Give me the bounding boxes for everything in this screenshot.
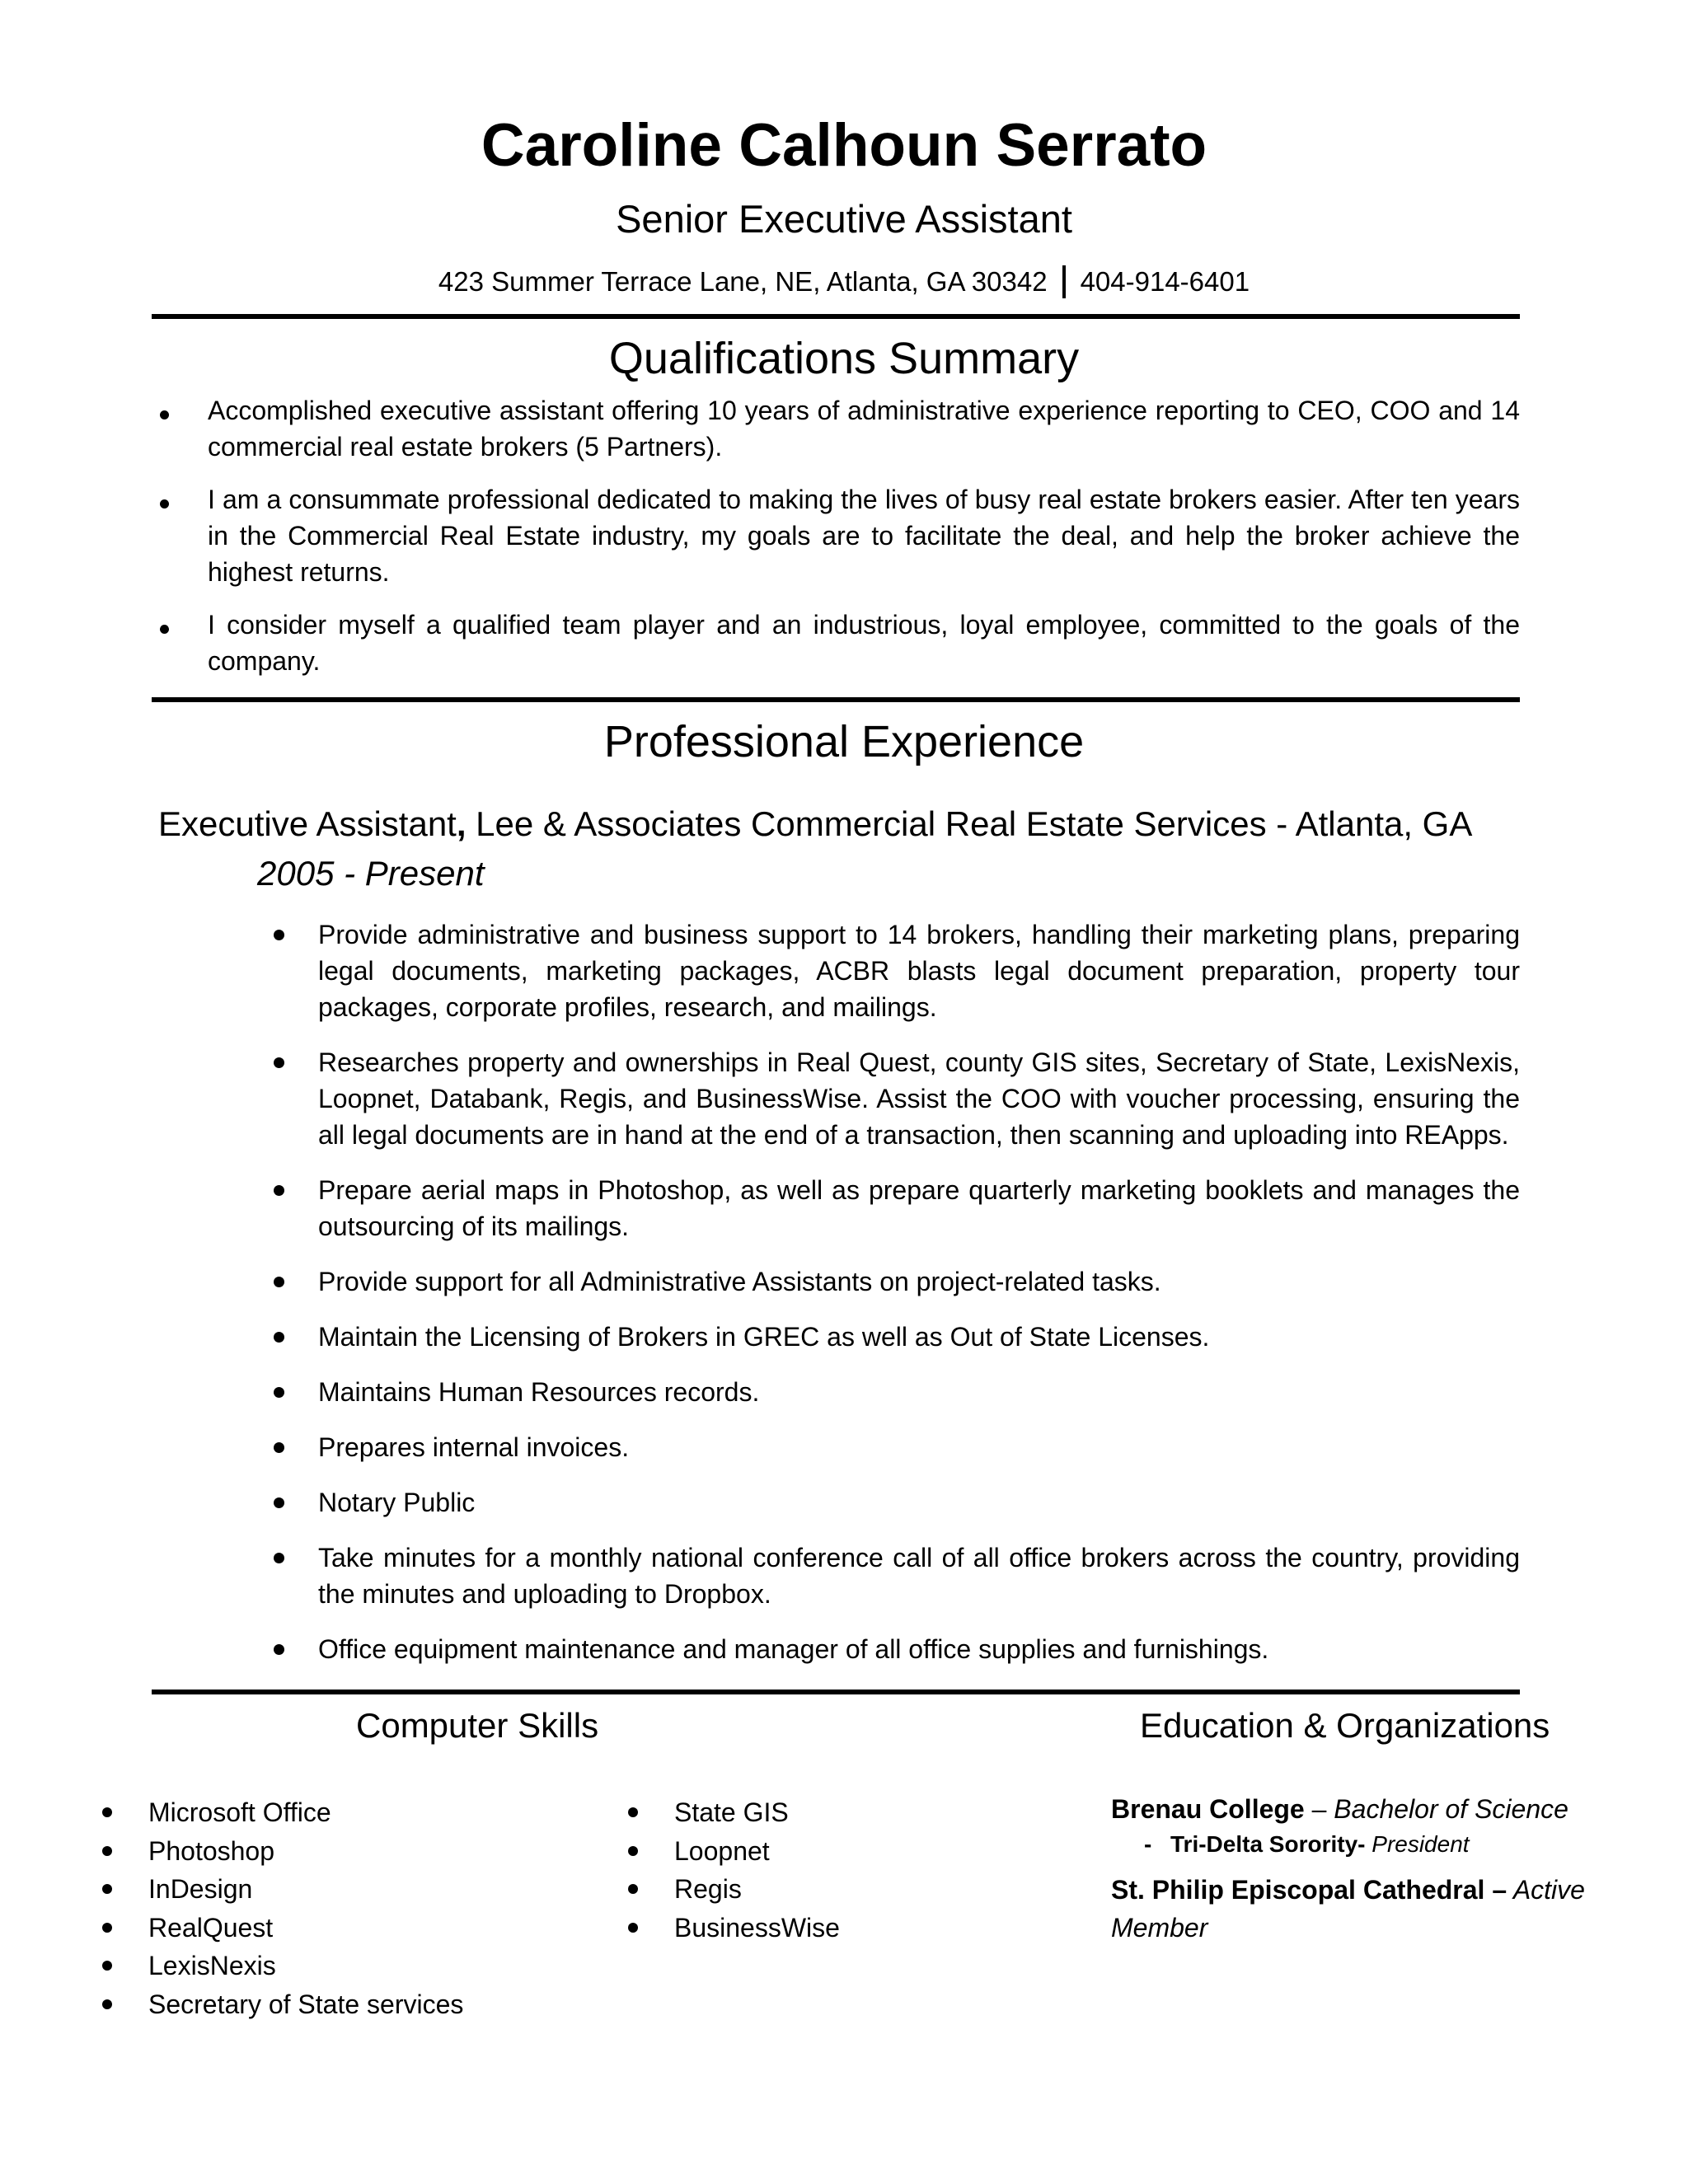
school-name: Brenau College — [1111, 1794, 1305, 1824]
bullet-icon — [102, 1807, 112, 1817]
bullet-icon — [628, 1846, 638, 1856]
education-sub-entry — [1111, 1828, 1622, 1861]
list-item — [628, 1870, 840, 1909]
list-item-text: Prepare aerial maps in Photoshop, as well as prepare quarterly marketing booklets and manages the outsourcing of its mailings. — [318, 1175, 1520, 1241]
education-block — [1111, 1790, 1622, 1947]
list-item — [264, 1374, 1520, 1410]
bullet-icon — [160, 625, 169, 634]
skill-name: State GIS — [674, 1797, 789, 1827]
list-item — [152, 481, 1520, 590]
skill-name: Secretary of State services — [148, 1989, 464, 2019]
job-role: Executive Assistant — [158, 804, 457, 843]
list-item — [264, 1429, 1520, 1465]
bullet-icon — [160, 499, 169, 509]
phone: 404-914-6401 — [1080, 266, 1250, 297]
list-item-text: Notary Public — [318, 1488, 476, 1517]
skill-name: LexisNexis — [148, 1951, 276, 1980]
degree: Bachelor of Science — [1334, 1794, 1568, 1824]
list-item — [102, 1985, 463, 2024]
qualifications-list — [152, 392, 1520, 696]
bullet-icon — [102, 1961, 112, 1971]
list-item — [102, 1793, 463, 1832]
list-item — [264, 1172, 1520, 1244]
list-item-text: I consider myself a qualified team player and an industrious, loyal employee, committed to the goals of the company. — [208, 610, 1520, 676]
bullet-icon — [102, 1884, 112, 1894]
list-item-text: Researches property and ownerships in Real Quest, county GIS sites, Secretary of State, LexisNexis, Loopnet, Databank, Regis, and BusinessWise. Assist the COO with voucher processing, ensuring the all legal documents are in hand at the end of a transaction, then scanning and uploading into REApps. — [318, 1047, 1520, 1150]
sub-dash: - — [1144, 1831, 1152, 1857]
education-entry — [1111, 1790, 1622, 1828]
list-item — [264, 1540, 1520, 1612]
list-item — [264, 1319, 1520, 1355]
job-dates: 2005 - Present — [257, 854, 485, 893]
organization-role: Active Member — [1111, 1875, 1585, 1943]
list-item — [102, 1947, 463, 1985]
list-item — [152, 392, 1520, 465]
list-item — [628, 1832, 840, 1871]
list-item — [628, 1793, 840, 1832]
job-heading — [158, 804, 1472, 844]
address: 423 Summer Terrace Lane, NE, Atlanta, GA 30342 — [438, 266, 1048, 297]
bullet-icon — [274, 1644, 284, 1655]
qualifications-heading: Qualifications Summary — [608, 334, 1080, 383]
skill-name: InDesign — [148, 1874, 253, 1904]
experience-list — [264, 916, 1520, 1686]
divider-rule — [152, 1690, 1520, 1694]
list-item-text: Provide administrative and business support to 14 brokers, handling their marketing plans, preparing legal documents, marketing packages, ACBR blasts legal document preparation, property tour packages, corporate profiles, research, and mailings. — [318, 920, 1520, 1022]
school-separator: – — [1304, 1794, 1334, 1824]
candidate-name: Caroline Calhoun Serrato — [481, 112, 1207, 179]
bullet-icon — [274, 1553, 284, 1563]
job-title: Senior Executive Assistant — [616, 197, 1072, 241]
skill-name: RealQuest — [148, 1912, 274, 1943]
bullet-icon — [628, 1884, 638, 1894]
list-item — [102, 1909, 463, 1947]
list-item — [102, 1832, 463, 1871]
skill-name: Loopnet — [674, 1835, 770, 1866]
list-item-text: Take minutes for a monthly national conference call of all office brokers across the country, providing the minutes and uploading to Dropbox. — [318, 1543, 1520, 1609]
list-item-text: Maintain the Licensing of Brokers in GREC as well as Out of State Licenses. — [318, 1322, 1210, 1352]
job-comma: , — [456, 804, 467, 843]
bullet-icon — [160, 410, 169, 419]
sorority-role: President — [1365, 1831, 1470, 1857]
skill-name: BusinessWise — [674, 1912, 840, 1943]
bullet-icon — [274, 1057, 284, 1068]
list-item — [628, 1909, 840, 1947]
organization-name: St. Philip Episcopal Cathedral – — [1111, 1875, 1507, 1905]
sorority-name: Tri-Delta Sorority- — [1170, 1831, 1366, 1857]
organization-entry — [1111, 1871, 1622, 1947]
list-item-text: Prepares internal invoices. — [318, 1432, 630, 1462]
divider-rule — [152, 314, 1520, 319]
job-company: Lee & Associates Commercial Real Estate Services - Atlanta, GA — [466, 804, 1473, 843]
bullet-icon — [102, 1923, 112, 1933]
bullet-icon — [274, 1277, 284, 1287]
list-item — [102, 1870, 463, 1909]
contact-line — [0, 265, 1688, 298]
divider-rule — [152, 697, 1520, 702]
list-item-text: Office equipment maintenance and manager of all office supplies and furnishings. — [318, 1634, 1269, 1664]
list-item — [264, 916, 1520, 1025]
list-item — [264, 1484, 1520, 1521]
bullet-icon — [274, 1442, 284, 1453]
list-item-text: Maintains Human Resources records. — [318, 1377, 760, 1407]
skills-column-1 — [102, 1793, 463, 2023]
education-heading: Education & Organizations — [1140, 1706, 1550, 1745]
bullet-icon — [274, 1387, 284, 1398]
skill-name: Microsoft Office — [148, 1797, 331, 1827]
bullet-icon — [628, 1923, 638, 1933]
list-item-text: Accomplished executive assistant offering 10 years of administrative experience reporting to CEO, COO and 14 commercial real estate brokers (5 Partners). — [208, 396, 1520, 462]
list-item-text: I am a consummate professional dedicated to making the lives of busy real estate brokers easier. After ten years in the Commercial Real Estate industry, my goals are to facilitate the deal, and help the broker achieve the highest returns. — [208, 485, 1520, 587]
bullet-icon — [628, 1807, 638, 1817]
skills-column-2 — [628, 1793, 840, 1947]
contact-separator — [1062, 265, 1066, 298]
bullet-icon — [102, 1999, 112, 2009]
list-item — [264, 1263, 1520, 1300]
skill-name: Photoshop — [148, 1835, 275, 1866]
list-item — [264, 1044, 1520, 1153]
bullet-icon — [274, 930, 284, 940]
computer-skills-heading: Computer Skills — [356, 1706, 599, 1745]
bullet-icon — [274, 1497, 284, 1508]
bullet-icon — [274, 1185, 284, 1196]
experience-heading: Professional Experience — [603, 717, 1085, 766]
skill-name: Regis — [674, 1874, 742, 1904]
list-item — [264, 1631, 1520, 1667]
list-item-text: Provide support for all Administrative Assistants on project-related tasks. — [318, 1267, 1161, 1296]
bullet-icon — [274, 1332, 284, 1343]
list-item — [152, 607, 1520, 679]
bullet-icon — [102, 1846, 112, 1856]
